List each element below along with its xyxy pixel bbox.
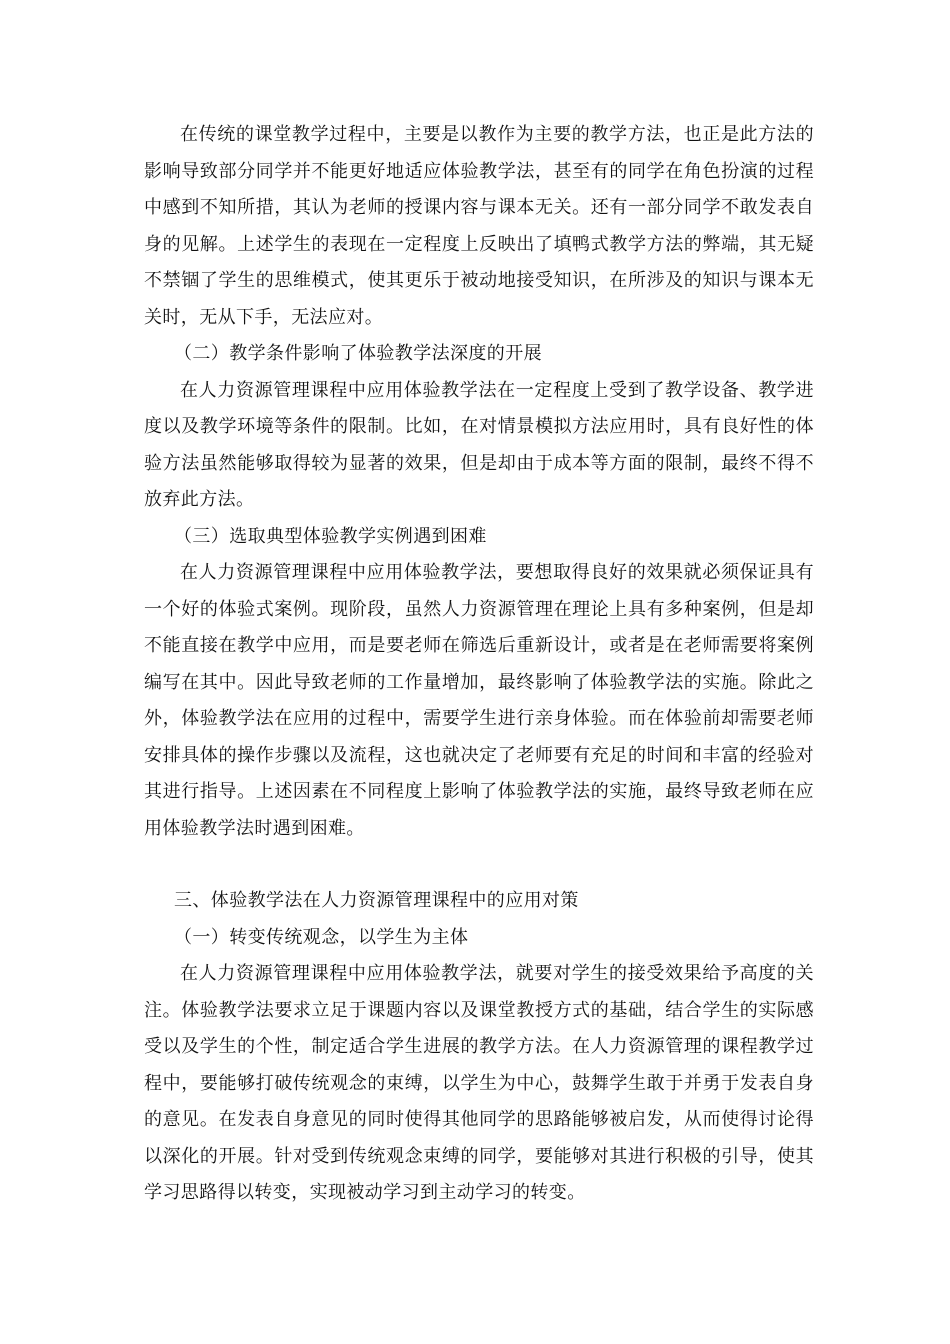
section-heading-countermeasures: 三、体验教学法在人力资源管理课程中的应用对策	[174, 890, 579, 911]
paragraph-typical-cases: 在人力资源管理课程中应用体验教学法，要想取得良好的效果就必须保证具有一个好的体验式案例。现阶段，虽然人力资源管理在理论上具有多种案例，但是却不能直接在教学中应用，而是要老师在筛选后重新设计，或者是在老师需要将案例编写在其中。因此导致老师的工作量增加，最终影响了体验教学法的实施。除此之外，体验教学法在应用的过程中，需要学生进行亲身体验。而在体验前却需要老师安排具体的操作步骤以及流程，这也就决定了老师要有充足的时间和丰富的经验对其进行指导。上述因素在不同程度上影响了体验教学法的实施，最终导致老师在应用体验教学法时遇到困难。	[144, 562, 814, 839]
paragraph-traditional-teaching: 在传统的课堂教学过程中，主要是以教作为主要的教学方法，也正是此方法的影响导致部分同学并不能更好地适应体验教学法，甚至有的同学在角色扮演的过程中感到不知所措，其认为老师的授课内容与课本无关。还有一部分同学不敢发表自身的见解。上述学生的表现在一定程度上反映出了填鸭式教学方法的弊端，其无疑不禁锢了学生的思维模式，使其更乐于被动地接受知识，在所涉及的知识与课本无关时，无从下手，无法应对。	[144, 124, 814, 328]
subheading-teaching-conditions: （二）教学条件影响了体验教学法深度的开展	[174, 343, 542, 364]
paragraph-change-concepts: 在人力资源管理课程中应用体验教学法，就要对学生的接受效果给予高度的关注。体验教学法要求立足于课题内容以及课堂教授方式的基础，结合学生的实际感受以及学生的个性，制定适合学生进展的教学方法。在人力资源管理的课程教学过程中，要能够打破传统观念的束缚，以学生为中心，鼓舞学生敢于并勇于发表自身的意见。在发表自身意见的同时使得其他同学的思路能够被启发，从而使得讨论得以深化的开展。针对受到传统观念束缚的同学，要能够对其进行积极的引导，使其学习思路得以转变，实现被动学习到主动学习的转变。	[144, 963, 814, 1203]
section-gap	[144, 847, 814, 883]
subheading-typical-cases: （三）选取典型体验教学实例遇到困难	[174, 525, 487, 547]
document-body	[144, 117, 814, 1212]
paragraph-teaching-conditions: 在人力资源管理课程中应用体验教学法在一定程度上受到了教学设备、教学进度以及教学环境等条件的限制。比如，在对情景模拟方法应用时，具有良好性的体验方法虽然能够取得较为显著的效果，但是却由于成本等方面的限制，最终不得不放弃此方法。	[144, 379, 814, 510]
subheading-change-concepts: （一）转变传统观念，以学生为主体	[174, 926, 469, 948]
